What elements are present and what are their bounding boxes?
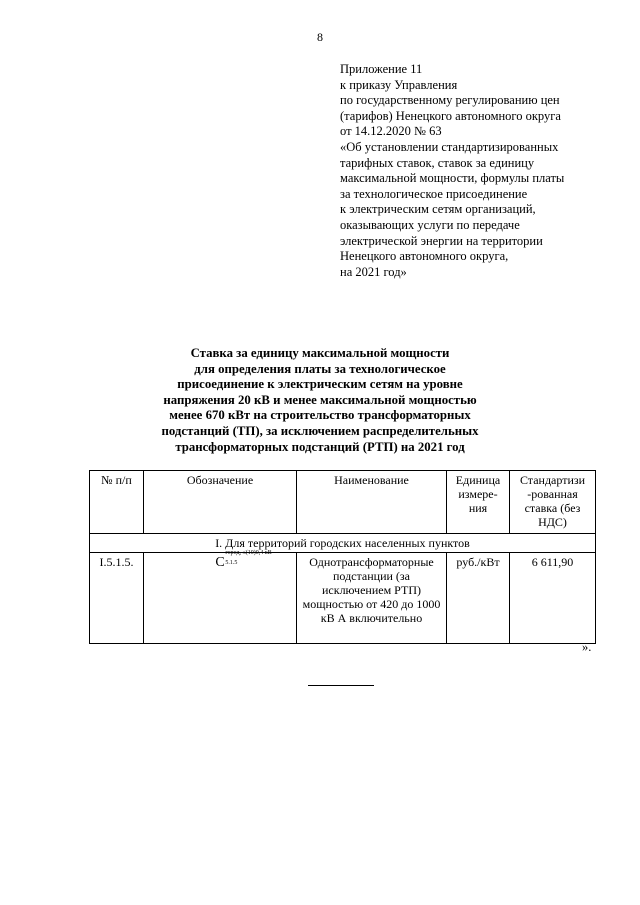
- row-rate: 6 611,90: [510, 553, 596, 644]
- title-line: напряжения 20 кВ и менее максимальной мощностью: [163, 392, 477, 407]
- table-row: [90, 553, 596, 644]
- header-rate: Стандартизи -рованная ставка (без НДС): [510, 471, 596, 534]
- page-number: 8: [317, 30, 323, 44]
- appendix-line: за технологическое присоединение: [340, 186, 528, 201]
- symbol-superscript: город, ≤(10)0,4 кВ: [225, 550, 272, 556]
- appendix-line: электрической энергии на территории: [340, 233, 543, 248]
- appendix-line: к приказу Управления: [340, 77, 458, 92]
- appendix-line: по государственному регулированию цен: [340, 93, 560, 108]
- appendix-line: «Об установлении стандартизированных: [340, 139, 559, 154]
- table-section-row: [90, 534, 596, 553]
- header-name: Наименование: [297, 471, 447, 534]
- appendix-line: (тарифов) Ненецкого автономного округа: [340, 108, 561, 123]
- title-line: присоединение к электрическим сетям на уровне: [177, 377, 463, 392]
- row-unit: руб./кВт: [447, 553, 510, 644]
- header-number: № п/п: [90, 471, 144, 534]
- table-header-row: [90, 471, 596, 534]
- row-name: Однотрансформаторные подстанции (за исключением РТП) мощностью от 420 до 1000 кВ А включительно: [297, 553, 447, 644]
- appendix-line: к электрическим сетям организаций,: [340, 202, 536, 217]
- appendix-line: Ненецкого автономного округа,: [340, 249, 509, 264]
- title-line: менее 670 кВт на строительство трансформаторных: [169, 408, 471, 423]
- appendix-line: оказывающих услуги по передаче: [340, 217, 520, 232]
- closing-quote: ».: [582, 640, 592, 654]
- appendix-line: тарифных ставок, ставок за единицу: [340, 155, 535, 170]
- row-number: I.5.1.5.: [90, 553, 144, 644]
- row-symbol: [144, 550, 297, 644]
- header-symbol: Обозначение: [144, 471, 297, 534]
- title-line: трансформаторных подстанций (РТП) на 2021 год: [175, 439, 465, 454]
- rate-table: [89, 470, 596, 644]
- appendix-line: от 14.12.2020 № 63: [340, 124, 442, 139]
- section-label: I. Для территорий городских населенных пунктов: [90, 534, 596, 553]
- title-line: подстанций (ТП), за исключением распределительных: [161, 423, 479, 438]
- appendix-line: Приложение 11: [340, 62, 423, 76]
- title-line: Ставка за единицу максимальной мощности: [190, 346, 450, 360]
- header-unit: Единица измере-ния: [447, 471, 510, 534]
- appendix-block: [340, 62, 610, 280]
- rate-symbol: [215, 550, 272, 570]
- horizontal-rule: [308, 685, 374, 686]
- symbol-base: C: [215, 555, 225, 570]
- appendix-line: на 2021 год»: [340, 264, 407, 279]
- document-title: [90, 346, 550, 455]
- symbol-subscript: 5.1.5: [225, 560, 238, 566]
- appendix-line: максимальной мощности, формулы платы: [340, 171, 565, 186]
- title-line: для определения платы за технологическое: [194, 361, 446, 376]
